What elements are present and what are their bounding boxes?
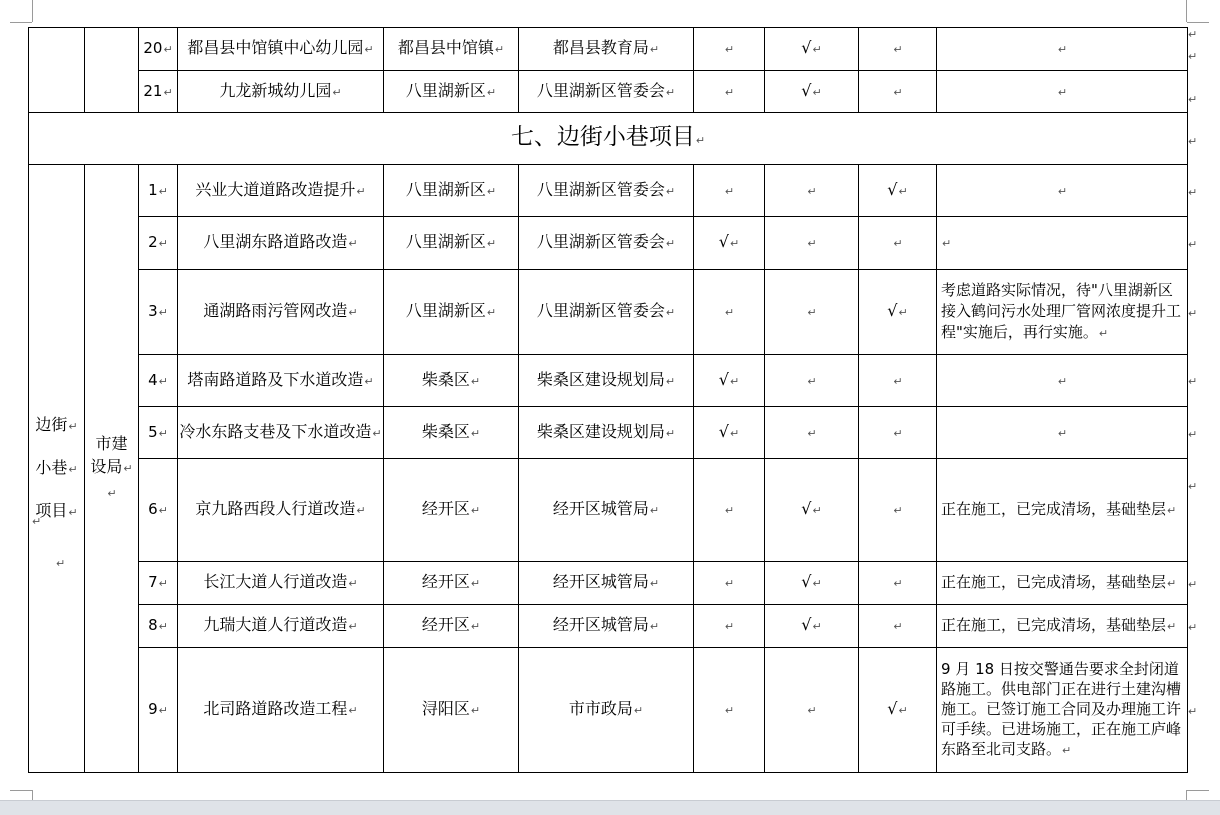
page-bottom-strip <box>0 800 1220 815</box>
status-col-3: ↵ <box>859 459 937 562</box>
status-col-3: ↵ <box>859 355 937 407</box>
project-location: 经开区↵ <box>384 605 519 648</box>
margin-mark: ↵ <box>56 557 66 570</box>
crop-mark-bottom-right <box>1186 790 1187 800</box>
status-col-1: ↵ <box>694 459 765 562</box>
status-col-3: √↵ <box>859 648 937 773</box>
project-name: 兴业大道道路改造提升↵ <box>178 165 384 217</box>
department-line: ↵ <box>107 487 117 500</box>
status-col-3: √↵ <box>859 270 937 355</box>
category-line: 边街↵ <box>35 415 78 434</box>
remark: 正在施工，已完成清场，基础垫层↵ <box>937 562 1188 605</box>
project-table <box>28 27 1188 773</box>
row-end-mark: ↵ <box>1188 621 1198 634</box>
table-row <box>29 355 1188 407</box>
status-col-2: ↵ <box>765 217 859 270</box>
row-number: 4↵ <box>139 355 178 407</box>
crop-mark-bottom-left <box>32 790 33 800</box>
status-col-2: ↵ <box>765 407 859 459</box>
project-location: 柴桑区↵ <box>384 407 519 459</box>
project-name: 九瑞大道人行道改造↵ <box>178 605 384 648</box>
row-number: 7↵ <box>139 562 178 605</box>
project-name: 通湖路雨污管网改造↵ <box>178 270 384 355</box>
responsible-unit: 经开区城管局↵ <box>519 562 694 605</box>
table-row <box>29 165 1188 217</box>
status-col-1: √↵ <box>694 407 765 459</box>
status-col-1: ↵ <box>694 270 765 355</box>
row-number: 3↵ <box>139 270 178 355</box>
table-row <box>29 217 1188 270</box>
row-end-mark: ↵ <box>1188 186 1198 199</box>
department-line: 市建 <box>95 434 128 453</box>
row-end-mark: ↵ <box>1188 28 1198 41</box>
prev-category-cell <box>29 28 85 113</box>
project-name: 京九路西段人行道改造↵ <box>178 459 384 562</box>
status-col-2: √↵ <box>765 562 859 605</box>
row-end-mark: ↵ <box>1188 93 1198 106</box>
project-name: 都昌县中馆镇中心幼儿园↵ <box>178 28 384 71</box>
status-col-2: ↵ <box>765 648 859 773</box>
table-row <box>29 270 1188 355</box>
status-col-3: ↵ <box>859 407 937 459</box>
project-name: 八里湖东路道路改造↵ <box>178 217 384 270</box>
responsible-unit: 经开区城管局↵ <box>519 459 694 562</box>
section-row <box>29 113 1188 165</box>
row-end-mark: ↵ <box>1188 578 1198 591</box>
status-col-2: ↵ <box>765 270 859 355</box>
department-cell <box>85 165 139 773</box>
project-location: 经开区↵ <box>384 459 519 562</box>
row-end-mark: ↵ <box>1188 307 1198 320</box>
status-col-1: √↵ <box>694 355 765 407</box>
remark: ↵ <box>937 165 1188 217</box>
crop-mark-top-right <box>1186 0 1187 22</box>
category-line: 项目↵ <box>35 501 78 520</box>
row-number: 21↵ <box>139 71 178 113</box>
remark: ↵ <box>937 355 1188 407</box>
project-name: 冷水东路支巷及下水道改造↵ <box>178 407 384 459</box>
project-location: 八里湖新区↵ <box>384 217 519 270</box>
status-col-2: √↵ <box>765 459 859 562</box>
table-row <box>29 605 1188 648</box>
status-col-1: ↵ <box>694 605 765 648</box>
category-cell <box>29 165 85 773</box>
project-location: 浔阳区↵ <box>384 648 519 773</box>
status-col-3: ↵ <box>859 217 937 270</box>
row-number: 6↵ <box>139 459 178 562</box>
project-location: 都昌县中馆镇↵ <box>384 28 519 71</box>
project-location: 八里湖新区↵ <box>384 270 519 355</box>
row-end-mark: ↵ <box>1188 705 1198 718</box>
table-row <box>29 459 1188 562</box>
project-name: 塔南路道路及下水道改造↵ <box>178 355 384 407</box>
project-location: 八里湖新区↵ <box>384 165 519 217</box>
row-number: 1↵ <box>139 165 178 217</box>
status-col-1: ↵ <box>694 28 765 71</box>
crop-mark-top-left-h <box>10 22 32 23</box>
project-name: 九龙新城幼儿园↵ <box>178 71 384 113</box>
department-line: 设局↵ <box>90 457 133 476</box>
status-col-3: ↵ <box>859 605 937 648</box>
status-col-2: ↵ <box>765 355 859 407</box>
status-col-1: ↵ <box>694 648 765 773</box>
status-col-3: ↵ <box>859 71 937 113</box>
row-number: 8↵ <box>139 605 178 648</box>
responsible-unit: 柴桑区建设规划局↵ <box>519 355 694 407</box>
status-col-3: ↵ <box>859 28 937 71</box>
project-name: 北司路道路改造工程↵ <box>178 648 384 773</box>
prev-department-cell <box>85 28 139 113</box>
row-number: 20↵ <box>139 28 178 71</box>
status-col-2: ↵ <box>765 165 859 217</box>
responsible-unit: 市市政局↵ <box>519 648 694 773</box>
crop-mark-bottom-left-h <box>10 790 32 791</box>
row-end-mark: ↵ <box>1188 375 1198 388</box>
status-col-1: ↵ <box>694 71 765 113</box>
project-name: 长江大道人行道改造↵ <box>178 562 384 605</box>
status-col-1: √↵ <box>694 217 765 270</box>
row-end-mark: ↵ <box>1188 480 1198 493</box>
responsible-unit: 八里湖新区管委会↵ <box>519 270 694 355</box>
table-row <box>29 648 1188 773</box>
remark: ↵ <box>937 217 1188 270</box>
row-number: 2↵ <box>139 217 178 270</box>
row-end-mark: ↵ <box>1188 428 1198 441</box>
row-end-mark: ↵ <box>1188 238 1198 251</box>
project-location: 经开区↵ <box>384 562 519 605</box>
table-row <box>29 407 1188 459</box>
category-line: 小巷↵ <box>35 458 78 477</box>
responsible-unit: 都昌县教育局↵ <box>519 28 694 71</box>
responsible-unit: 八里湖新区管委会↵ <box>519 71 694 113</box>
status-col-2: √↵ <box>765 28 859 71</box>
responsible-unit: 八里湖新区管委会↵ <box>519 217 694 270</box>
table-row <box>29 71 1188 113</box>
remark: 正在施工，已完成清场，基础垫层↵ <box>937 459 1188 562</box>
status-col-1: ↵ <box>694 165 765 217</box>
row-end-mark: ↵ <box>1188 135 1198 148</box>
table-row <box>29 562 1188 605</box>
remark: ↵ <box>937 407 1188 459</box>
remark: 9 月 18 日按交警通告要求全封闭道路施工。供电部门正在进行土建沟槽施工。已签订施工合同及办理施工许可手续。已进场施工，正在施工庐峰东路至北司支路。↵ <box>937 648 1188 773</box>
row-number: 9↵ <box>139 648 178 773</box>
remark: ↵ <box>937 71 1188 113</box>
crop-mark-bottom-right-h <box>1187 790 1209 791</box>
crop-mark-top-left <box>32 0 33 22</box>
responsible-unit: 八里湖新区管委会↵ <box>519 165 694 217</box>
status-col-3: ↵ <box>859 562 937 605</box>
project-location: 八里湖新区↵ <box>384 71 519 113</box>
status-col-1: ↵ <box>694 562 765 605</box>
status-col-2: √↵ <box>765 605 859 648</box>
table-row <box>29 28 1188 71</box>
margin-mark: ↵ <box>32 515 42 528</box>
section-title: 七、边街小巷项目↵ <box>29 113 1188 165</box>
remark: 正在施工，已完成清场，基础垫层↵ <box>937 605 1188 648</box>
responsible-unit: 柴桑区建设规划局↵ <box>519 407 694 459</box>
project-location: 柴桑区↵ <box>384 355 519 407</box>
row-end-mark: ↵ <box>1188 50 1198 63</box>
row-number: 5↵ <box>139 407 178 459</box>
status-col-2: √↵ <box>765 71 859 113</box>
status-col-3: √↵ <box>859 165 937 217</box>
remark: 考虑道路实际情况，待"八里湖新区接入鹤问污水处理厂管网浓度提升工程"实施后，再行实施。↵ <box>937 270 1188 355</box>
crop-mark-top-right-h <box>1187 22 1209 23</box>
responsible-unit: 经开区城管局↵ <box>519 605 694 648</box>
remark: ↵ <box>937 28 1188 71</box>
